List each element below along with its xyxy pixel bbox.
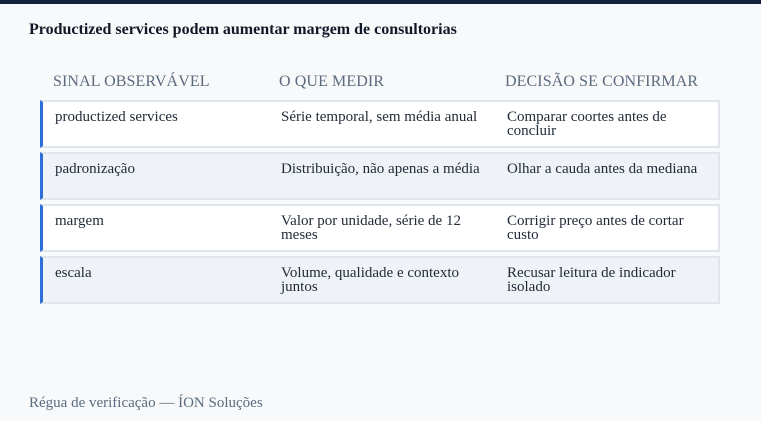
decision-cell: Corrigir preço antes de cortar custo [507, 213, 684, 243]
measure-cell: Valor por unidade, série de 12 meses [281, 213, 461, 243]
measure-cell: Série temporal, sem média anual [281, 109, 478, 125]
table-body [40, 100, 720, 308]
table-row [40, 152, 720, 200]
signal-cell: padronização [55, 161, 135, 177]
column-header-signal: SINAL OBSERVÁVEL [53, 73, 210, 90]
decision-cell: Comparar coortes antes de concluir [507, 109, 667, 139]
footer-caption: Régua de verificação — ÍON Soluções [29, 395, 263, 411]
signal-cell: productized services [55, 109, 178, 125]
table-row [40, 100, 720, 148]
table-row [40, 204, 720, 252]
table-row [40, 256, 720, 304]
column-header-decision: DECISÃO SE CONFIRMAR [505, 73, 699, 90]
measure-cell: Volume, qualidade e contexto juntos [281, 265, 460, 295]
page-title: Productized services podem aumentar margem de consultorias [29, 21, 457, 38]
signal-cell: margem [55, 213, 104, 229]
signal-cell: escala [55, 265, 92, 281]
decision-cell: Recusar leitura de indicador isolado [507, 265, 676, 295]
column-header-measure: O QUE MEDIR [279, 73, 385, 90]
decision-cell: Olhar a cauda antes da mediana [507, 161, 698, 177]
measure-cell: Distribuição, não apenas a média [281, 161, 480, 177]
table-header [53, 73, 723, 93]
